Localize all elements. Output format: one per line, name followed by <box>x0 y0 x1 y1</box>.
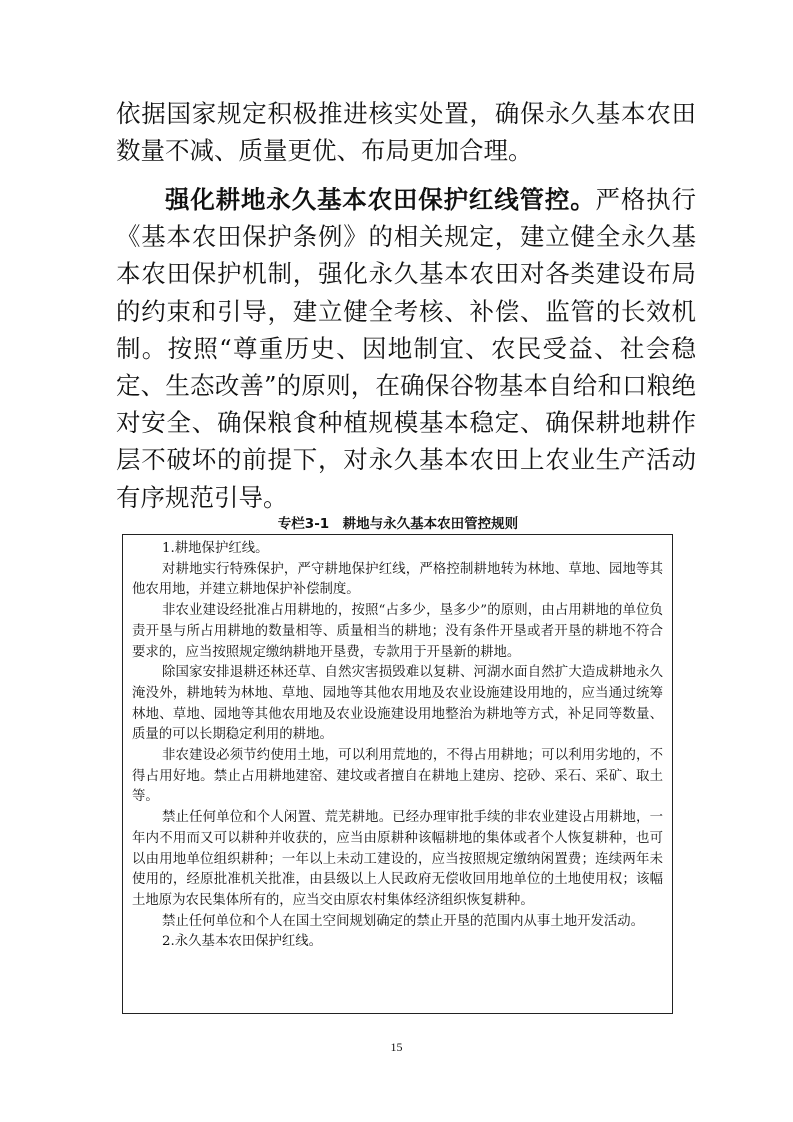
box-title: 专栏3-1 耕地与永久基本农田管控规则 <box>277 516 519 532</box>
body-paragraph-1: 依据国家规定积极推进核实处置，确保永久基本农田数量不减、质量更优、布局更加合理。 <box>116 99 696 166</box>
box-paragraph: 对耕地实行特殊保护，严守耕地保护红线，严格控制耕地转为林地、草地、园地等其他农用地，并建立耕地保护补偿制度。 <box>132 561 663 598</box>
box-paragraph: 除国家安排退耕还林还草、自然灾害损毁难以复耕、河湖水面自然扩大造成耕地永久淹没外，耕地转为林地、草地、园地等其他农用地及农业设施建设用地的，应当通过统筹林地、草地、园地等其他农用地及农业设施建设用地整治为耕地等方式，补足同等数量、质量的可以长期稳定利用的耕地。 <box>132 665 663 743</box>
box-paragraph: 禁止任何单位和个人在国土空间规划确定的禁止开垦的范围内从事土地开发活动。 <box>162 913 645 929</box>
paragraph-text: 严格执行《基本农田保护条例》的相关规定，建立健全永久基本农田保护机制，强化永久基本农田对各类建设布局的约束和引导，建立健全考核、补偿、监管的长效机制。按照“尊重历史、因地制宜、农民受益、社会稳定、生态改善”的原则，在确保谷物基本自给和口粮绝对安全、确保粮食种植规模基本稳定、确保耕地耕作层不破坏的前提下，对永久基本农田上农业生产活动有序规范引导。 <box>116 185 697 512</box>
box-paragraph: 2.永久基本农田保护红线。 <box>162 934 323 950</box>
box-paragraph: 非农建设必须节约使用土地，可以利用荒地的，不得占用耕地；可以利用劣地的，不得占用好地。禁止占用耕地建窑、建坟或者擅自在耕地上建房、挖砂、采石、采矿、取土等。 <box>132 748 663 805</box>
box-paragraph: 禁止任何单位和个人闲置、荒芜耕地。已经办理审批手续的非农业建设占用耕地，一年内不用而又可以耕种并收获的，应当由原耕种该幅耕地的集体或者个人恢复耕种，也可以由用地单位组织耕种；一年以上未动工建设的，应当按照规定缴纳闲置费；连续两年未使用的，经原批准机关批准，由县级以上人民政府无偿收回用地单位的土地使用权；该幅土地原为农民集体所有的，应当交由原农村集体经济组织恢复耕种。 <box>132 810 663 908</box>
box-paragraph: 1.耕地保护红线。 <box>162 541 269 556</box>
box-paragraph: 非农业建设经批准占用耕地的，按照“占多少，垦多少”的原则，由占用耕地的单位负责开垦与所占用耕地的数量相等、质量相当的耕地；没有条件开垦或者开垦的耕地不符合要求的，应当按照规定缴纳耕地开垦费，专款用于开垦新的耕地。 <box>132 603 663 660</box>
body-paragraph-2 <box>116 181 696 516</box>
rules-box <box>122 534 673 1014</box>
paragraph-heading: 强化耕地永久基本农田保护红线管控。 <box>165 185 596 214</box>
page-number: 15 <box>390 1040 403 1054</box>
